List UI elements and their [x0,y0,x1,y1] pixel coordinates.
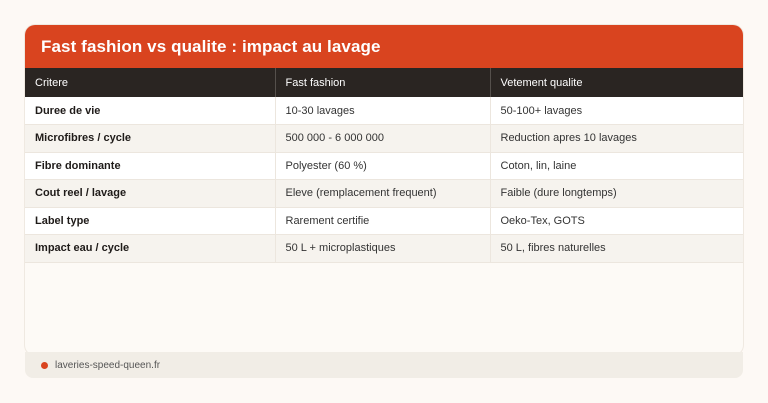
row-fast-fashion-value: Rarement certifie [275,207,490,235]
row-criterion: Microfibres / cycle [25,125,275,153]
source-footer [25,352,743,378]
table-row [25,125,743,153]
row-fast-fashion-value: 50 L + microplastiques [275,235,490,263]
row-quality-value: Oeko-Tex, GOTS [500,214,585,227]
row-fast-fashion-value: Eleve (remplacement frequent) [275,180,490,208]
row-criterion: Cout reel / lavage [25,180,275,208]
source-text: laveries-speed-queen.fr [55,359,161,371]
comparison-table [25,68,743,263]
comparison-card [25,25,743,355]
row-quality-value: Reduction apres 10 lavages [500,132,637,145]
card-title: Fast fashion vs qualite : impact au lavage [41,36,381,56]
row-criterion: Impact eau / cycle [25,235,275,263]
row-quality-value: Coton, lin, laine [500,159,577,172]
row-quality-value: 50-100+ lavages [500,104,583,117]
dot-icon [41,362,48,369]
row-fast-fashion-value: 500 000 - 6 000 000 [275,125,490,153]
table-header-row [25,68,743,97]
card-header [25,25,743,68]
column-header-critere: Critere [25,68,275,97]
row-criterion: Fibre dominante [25,152,275,180]
table-row [25,235,743,263]
row-quality-value: 50 L, fibres naturelles [500,242,606,255]
row-criterion: Label type [25,207,275,235]
row-criterion: Duree de vie [25,97,275,125]
column-header-vetement-qualite: Vetement qualite [500,76,583,89]
row-fast-fashion-value: Polyester (60 %) [275,152,490,180]
column-header-fast-fashion: Fast fashion [275,68,490,97]
table-row [25,207,743,235]
row-quality-value: Faible (dure longtemps) [500,187,617,200]
row-fast-fashion-value: 10-30 lavages [275,97,490,125]
table-row [25,180,743,208]
table-row [25,152,743,180]
table-row [25,97,743,125]
